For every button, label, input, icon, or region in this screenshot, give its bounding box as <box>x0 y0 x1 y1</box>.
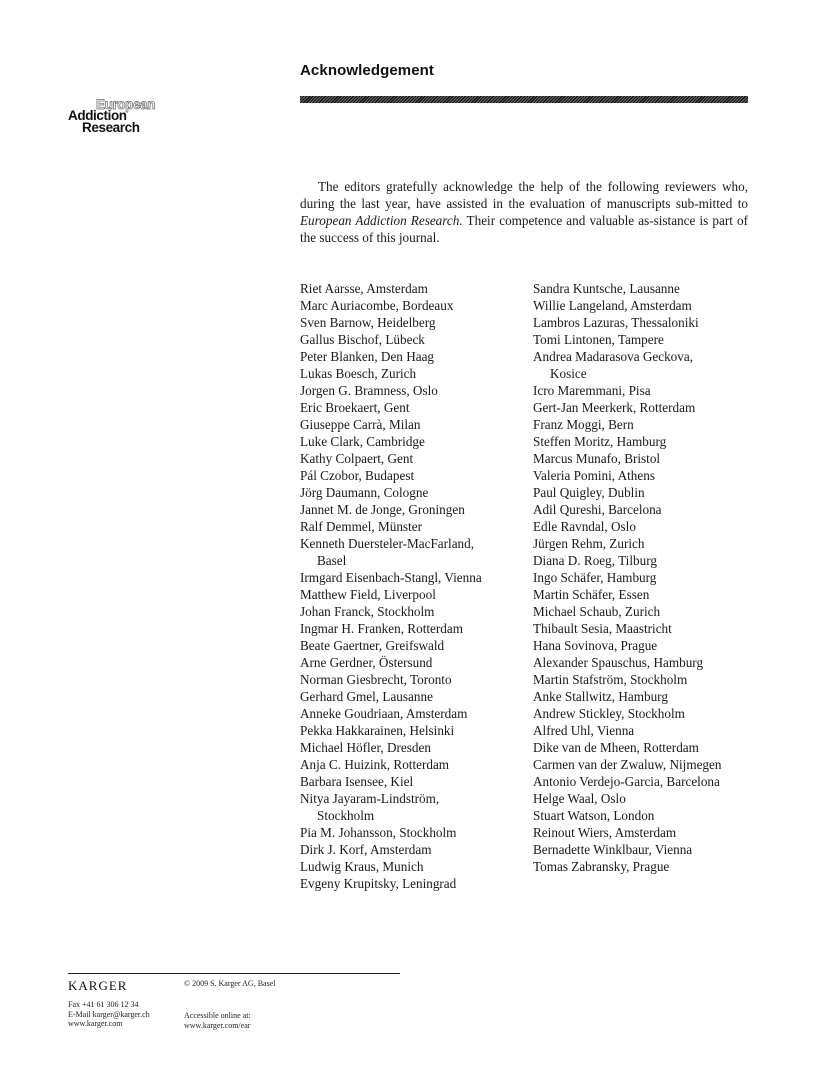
publisher-logo: KARGER <box>68 978 128 993</box>
reviewer-entry: Ralf Demmel, Münster <box>300 519 422 534</box>
reviewer-list-left <box>300 280 518 892</box>
intro-text-before: The editors gratefully acknowledge the help of the following reviewers who, during the last year, have assisted in the evaluation of manuscripts sub-mitted to <box>300 179 748 211</box>
reviewer-entry: Andrew Stickley, Stockholm <box>533 706 685 721</box>
reviewer-entry: Bernadette Winklbaur, Vienna <box>533 842 693 857</box>
reviewer-entry: Riet Aarsse, Amsterdam <box>300 281 428 296</box>
reviewer-entry: Martin Schäfer, Essen <box>533 587 650 602</box>
reviewer-entry: Dike van de Mheen, Rotterdam <box>533 740 699 755</box>
reviewer-entry: Johan Franck, Stockholm <box>300 604 435 619</box>
reviewer-entry: Dirk J. Korf, Amsterdam <box>300 842 432 857</box>
reviewer-entry: Lambros Lazuras, Thessaloniki <box>533 315 699 330</box>
fax-number: Fax +41 61 306 12 34 <box>68 1000 139 1009</box>
accessible-url[interactable]: www.karger.com/ear <box>184 1020 251 1030</box>
page-title: Acknowledgement <box>300 62 435 79</box>
reviewer-entry: Reinout Wiers, Amsterdam <box>533 825 677 840</box>
journal-logo <box>68 98 178 138</box>
reviewer-entry: Antonio Verdejo-Garcia, Barcelona <box>533 774 720 789</box>
reviewer-entry: Paul Quigley, Dublin <box>533 485 645 500</box>
website-link[interactable]: www.karger.com <box>68 1019 123 1028</box>
reviewer-city-continued: Stockholm <box>317 808 375 823</box>
reviewer-name: Kenneth Duersteler-MacFarland, <box>300 536 475 551</box>
reviewer-list-right <box>533 280 751 875</box>
reviewer-entry: Franz Moggi, Bern <box>533 417 634 432</box>
reviewer-entry: Icro Maremmani, Pisa <box>533 383 651 398</box>
reviewer-entry: Luke Clark, Cambridge <box>300 434 425 449</box>
reviewer-entry: Tomi Lintonen, Tampere <box>533 332 664 347</box>
email-address: E-Mail karger@karger.ch <box>68 1009 150 1019</box>
reviewer-entry: Pekka Hakkarainen, Helsinki <box>300 723 455 738</box>
reviewer-entry: Tomas Zabransky, Prague <box>533 859 670 874</box>
reviewer-entry: Anke Stallwitz, Hamburg <box>533 689 668 704</box>
reviewer-entry: Jörg Daumann, Cologne <box>300 485 429 500</box>
intro-journal-name: European Addiction Research. <box>300 213 463 228</box>
reviewer-entry: Barbara Isensee, Kiel <box>300 774 414 789</box>
reviewer-entry: Sandra Kuntsche, Lausanne <box>533 281 680 296</box>
intro-text-after: Their competence and valuable as-sistance is part of the success of this journal. <box>300 213 749 245</box>
reviewer-entry: Anja C. Huizink, Rotterdam <box>300 757 450 772</box>
reviewer-entry: Valeria Pomini, Athens <box>533 468 655 483</box>
reviewer-entry: Pia M. Johansson, Stockholm <box>300 825 457 840</box>
reviewer-entry: Marcus Munafo, Bristol <box>533 451 661 466</box>
reviewer-entry: Giuseppe Carrà, Milan <box>300 417 421 432</box>
reviewer-entry: Evgeny Krupitsky, Leningrad <box>300 876 457 891</box>
reviewer-entry: Kathy Colpaert, Gent <box>300 451 414 466</box>
publisher-contact <box>68 1000 150 1029</box>
reviewer-entry: Edle Ravndal, Oslo <box>533 519 636 534</box>
reviewer-entry: Jürgen Rehm, Zurich <box>533 536 645 551</box>
reviewer-entry: Sven Barnow, Heidelberg <box>300 315 436 330</box>
reviewer-entry: Pál Czobor, Budapest <box>300 468 415 483</box>
title-rule <box>300 96 748 103</box>
accessible-label: Accessible online at: <box>184 1011 251 1020</box>
online-access <box>184 1011 251 1030</box>
reviewer-entry: Eric Broekaert, Gent <box>300 400 410 415</box>
reviewer-entry: Anneke Goudriaan, Amsterdam <box>300 706 468 721</box>
reviewer-entry: Ludwig Kraus, Munich <box>300 859 424 874</box>
reviewer-entry: Peter Blanken, Den Haag <box>300 349 435 364</box>
reviewer-entry: Ingo Schäfer, Hamburg <box>533 570 657 585</box>
reviewer-name: Andrea Madarasova Geckova, <box>533 349 694 364</box>
reviewer-entry: Gert-Jan Meerkerk, Rotterdam <box>533 400 696 415</box>
journal-logo-research: Research <box>82 120 140 135</box>
reviewer-entry: Alfred Uhl, Vienna <box>533 723 635 738</box>
reviewer-entry: Jorgen G. Bramness, Oslo <box>300 383 438 398</box>
reviewer-entry: Irmgard Eisenbach-Stangl, Vienna <box>300 570 482 585</box>
reviewer-entry: Norman Giesbrecht, Toronto <box>300 672 452 687</box>
reviewer-entry: Diana D. Roeg, Tilburg <box>533 553 657 568</box>
reviewer-entry: Beate Gaertner, Greifswald <box>300 638 445 653</box>
reviewer-name: Nitya Jayaram-Lindström, <box>300 791 440 806</box>
reviewer-city-continued: Kosice <box>550 366 587 381</box>
reviewer-entry: Helge Waal, Oslo <box>533 791 626 806</box>
reviewer-entry: Matthew Field, Liverpool <box>300 587 436 602</box>
reviewer-entry: Stuart Watson, London <box>533 808 655 823</box>
reviewer-entry: Steffen Moritz, Hamburg <box>533 434 667 449</box>
reviewer-entry: Thibault Sesia, Maastricht <box>533 621 672 636</box>
reviewer-entry: Michael Höfler, Dresden <box>300 740 431 755</box>
reviewer-city-continued: Basel <box>317 553 347 568</box>
reviewer-entry <box>533 348 751 382</box>
reviewer-entry: Lukas Boesch, Zurich <box>300 366 417 381</box>
reviewer-entry: Carmen van der Zwaluw, Nijmegen <box>533 757 722 772</box>
reviewer-entry: Hana Sovinova, Prague <box>533 638 658 653</box>
reviewer-entry <box>300 535 518 569</box>
reviewer-entry: Gerhard Gmel, Lausanne <box>300 689 433 704</box>
footer-rule <box>68 973 400 974</box>
reviewer-entry: Alexander Spauschus, Hamburg <box>533 655 704 670</box>
reviewer-entry: Ingmar H. Franken, Rotterdam <box>300 621 463 636</box>
copyright-notice: © 2009 S. Karger AG, Basel <box>184 979 276 988</box>
reviewer-entry: Willie Langeland, Amsterdam <box>533 298 692 313</box>
reviewer-entry <box>300 790 518 824</box>
intro-paragraph <box>300 178 748 246</box>
journal-logo-addiction: Addiction <box>68 108 127 123</box>
reviewer-entry: Adil Qureshi, Barcelona <box>533 502 662 517</box>
reviewer-entry: Jannet M. de Jonge, Groningen <box>300 502 465 517</box>
reviewer-entry: Michael Schaub, Zurich <box>533 604 661 619</box>
reviewer-entry: Arne Gerdner, Östersund <box>300 655 433 670</box>
journal-logo-european: European <box>96 97 156 112</box>
reviewer-entry: Marc Auriacombe, Bordeaux <box>300 298 454 313</box>
reviewer-entry: Gallus Bischof, Lübeck <box>300 332 425 347</box>
reviewer-entry: Martin Stafström, Stockholm <box>533 672 688 687</box>
